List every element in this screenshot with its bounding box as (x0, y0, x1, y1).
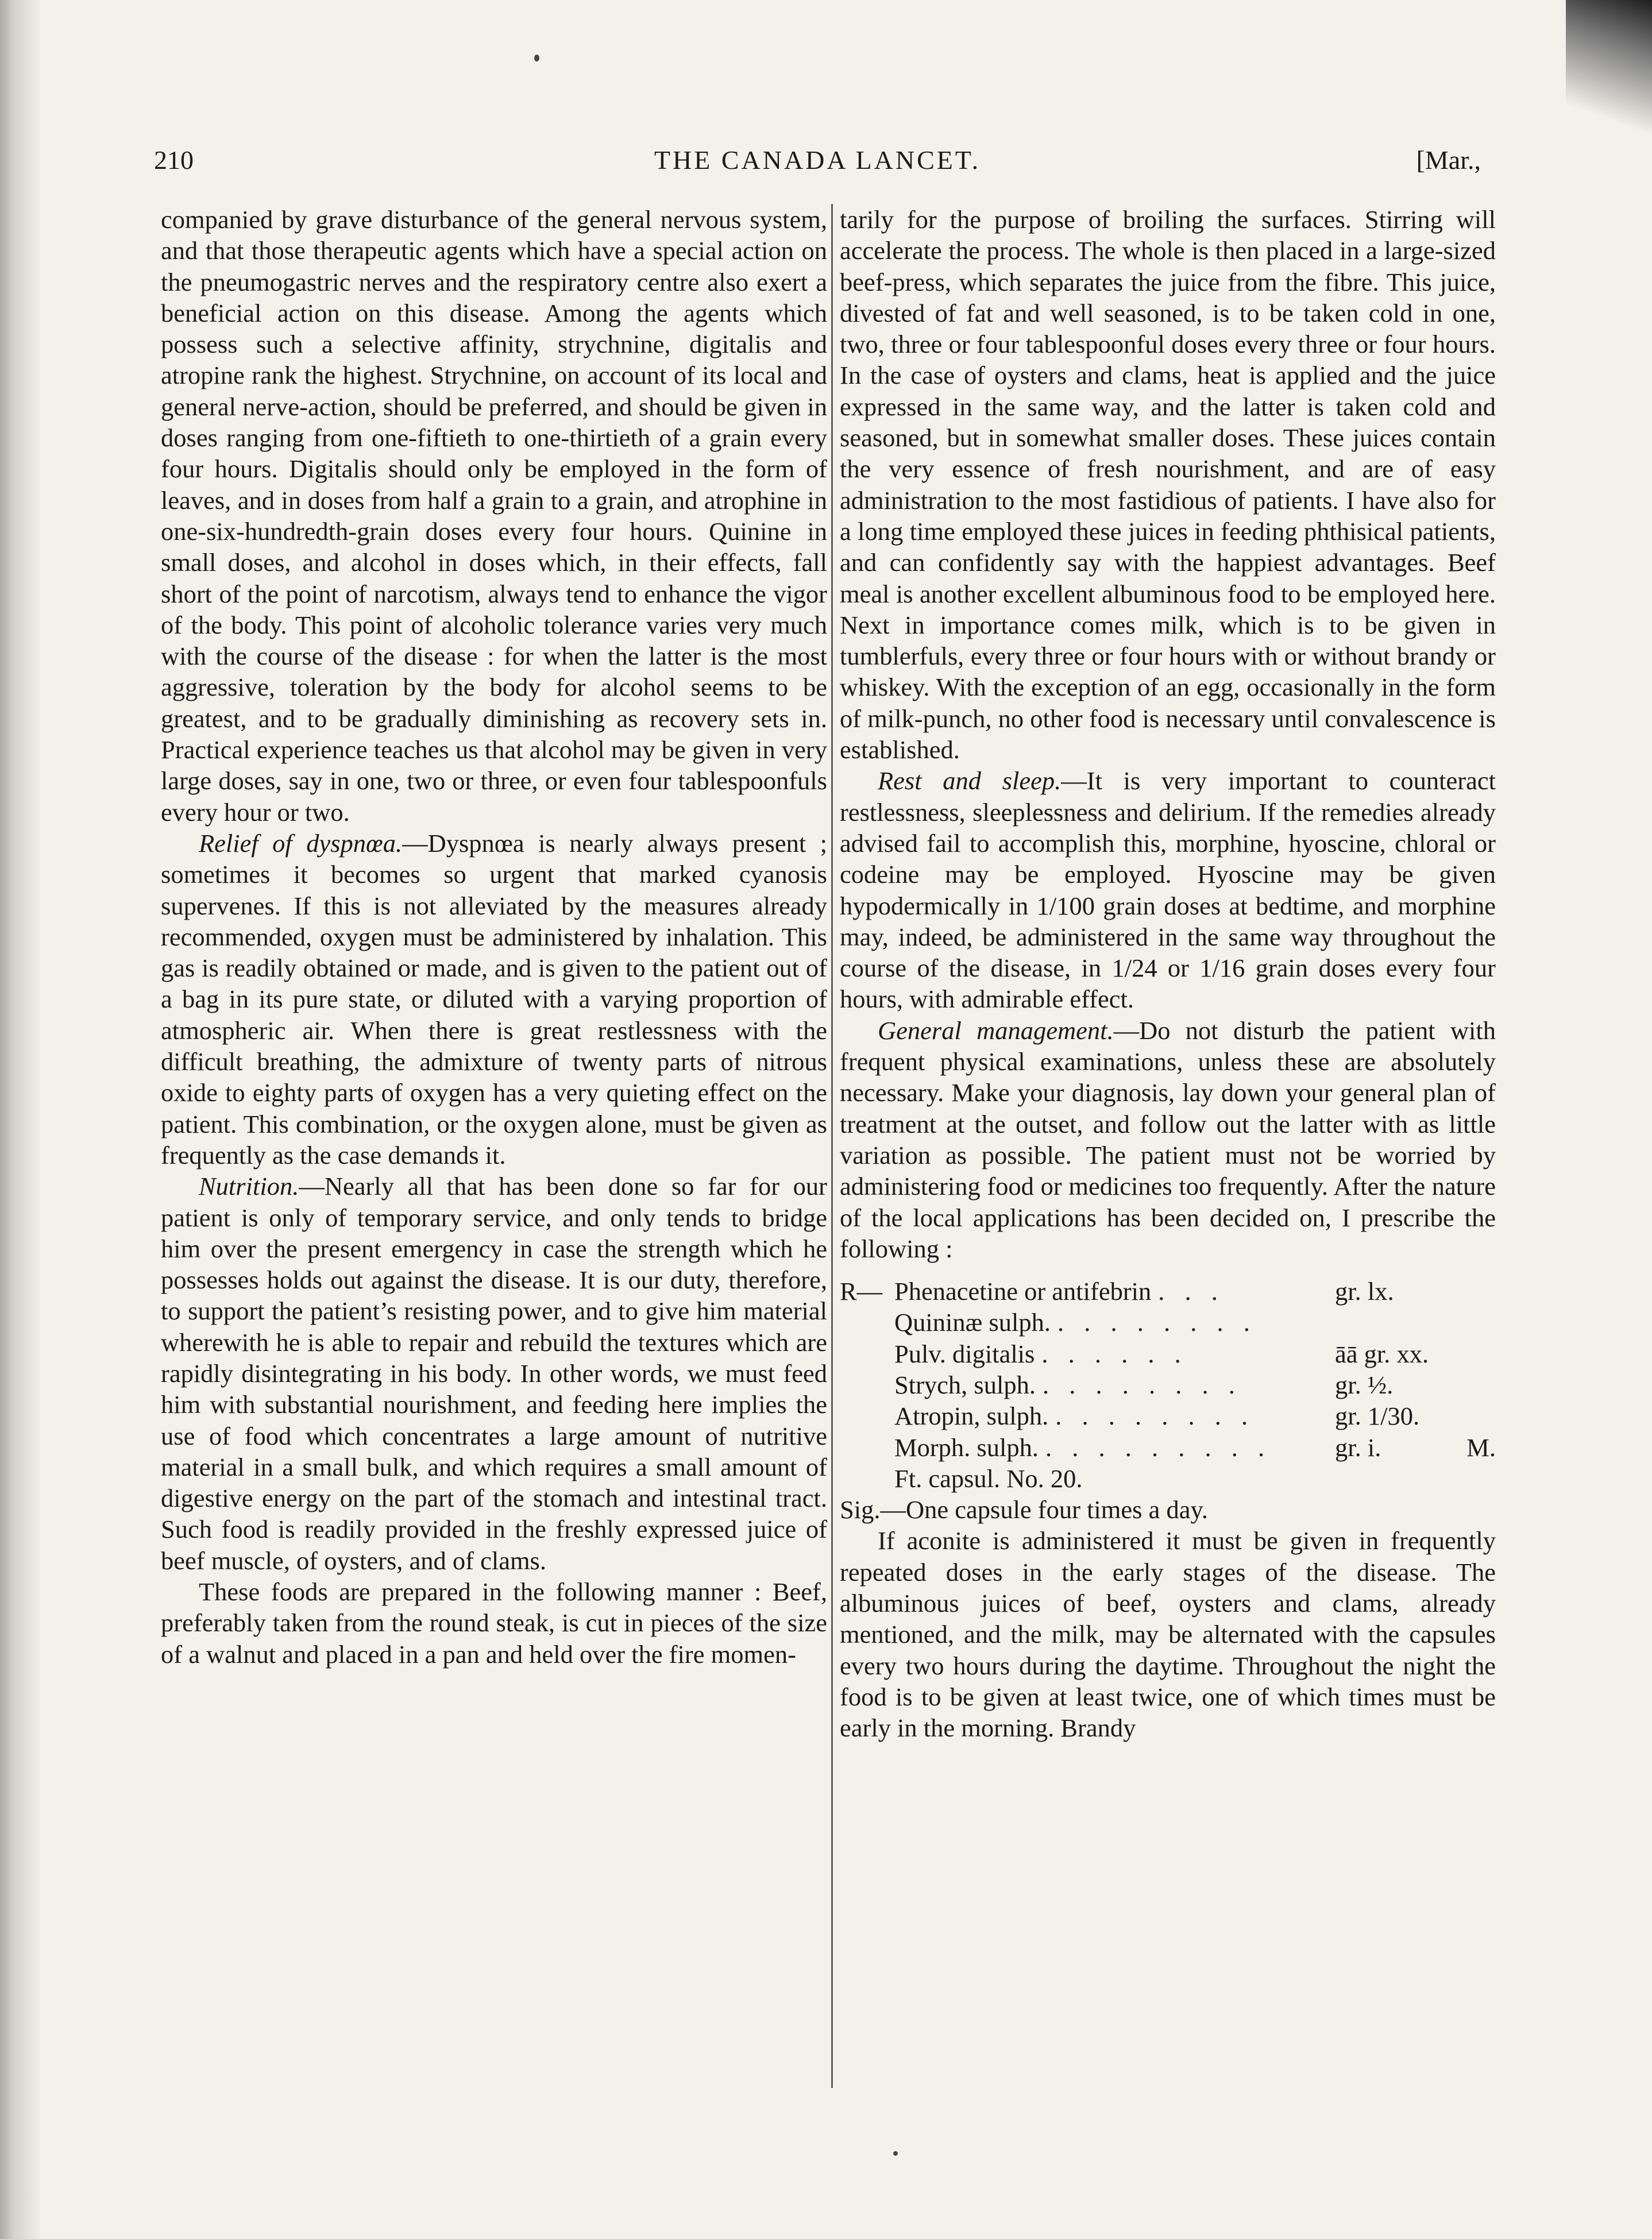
section-heading: Nutrition. (199, 1172, 299, 1201)
paragraph-rest-and-sleep (840, 765, 1496, 1014)
scan-speck (534, 55, 539, 61)
paragraph: These foods are prepared in the following manner : Beef, preferably taken from the round steak, is cut in pieces of the size of a walnut and placed in a pan and held over the fire momen- (161, 1577, 827, 1669)
paragraph-body: —Nearly all that has been done so far for our patient is only of temporary service, and only tends to bridge him over the present emergency in case the strength which he possesses holds out against the disease. It is our duty, therefore, to support the patient’s resisting power, and to give him material wherewith he is able to repair and rebuild the textures which are rapidly disintegrating in his body. In other words, we must feed him with substantial nourishment, and feeding here implies the use of food which concentrates a large amount of nutritive material in a small bulk, and which requires a small amount of digestive energy on the part of the stomach and intestinal tract. Such food is readily provided in the freshly expressed juice of beef muscle, of oysters, and of clams. (161, 1172, 827, 1575)
rx-leader-dots: . . . . . . . . (1055, 1402, 1255, 1431)
column-divider (831, 204, 833, 2088)
paragraph: tarily for the purpose of broiling the surfaces. Stirring will accelerate the process. The whole is then placed in a large-sized beef-press, which separates the juice from the fibre. This juice, divested of fat and well seasoned, is to be taken cold in one, two, three or four tablespoonful doses every three or four hours. In the case of oysters and clams, heat is applied and the juice expressed in the same way, and the latter is taken cold and seasoned, but in somewhat smaller doses. These juices contain the very essence of fresh nourishment, and are of easy administration to the most fastidious of patients. I have also for a long time employed these juices in feeding phthisical patients, and can confidently say with the happiest advantages. Beef meal is another excellent albuminous food to be employed here. Next in importance comes milk, which is to be given in tumblerfuls, every three or four hours with or without brandy or whiskey. With the exception of an egg, occasionally in the form of milk-punch, no other food is necessary until convalescence is established. (840, 205, 1496, 765)
prescription (840, 1276, 1496, 1494)
paragraph-body: —Dyspnœa is nearly always present ; sometimes it becomes so urgent that marked cyanosis supervenes. If this is not alleviated by the measures already recommended, oxygen must be administered by inhalation. This gas is readily obtained or made, and is given to the patient out of a bag in its pure state, or diluted with a varying proportion of atmospheric air. When there is great restlessness with the difficult breathing, the admixture of twenty parts of nitrous oxide to eighty parts of oxygen has a very quieting effect on the patient. This combination, or the oxygen alone, must be given as frequently as the case demands it. (161, 828, 827, 1169)
journal-title: THE CANADA LANCET. (654, 145, 981, 175)
paragraph-general-management (840, 1015, 1496, 1264)
issue-month: [Mar., (1416, 145, 1481, 175)
rx-drug: Strych, sulph. (894, 1370, 1036, 1399)
rx-leader-dots: . . . . . . . . (1043, 1370, 1242, 1399)
prescription-line (840, 1307, 1496, 1338)
prescription-line (840, 1338, 1496, 1369)
rx-drug: Pulv. digitalis (894, 1339, 1035, 1368)
paragraph-body: —Do not disturb the patient with frequent physical examinations, unless these are absolutely necessary. Make your diagnosis, lay down your general plan of treatment at the outset, and follow out the latter with as little variation as possible. The patient must not be worried by administering food or medicines too frequently. After the nature of the local applications has been decided on, I prescribe the following : (840, 1016, 1496, 1263)
rx-drug: Phenacetine or antifebrin (894, 1277, 1152, 1306)
paragraph-body: —It is very important to counteract restlessness, sleeplessness and delirium. If the remedies already advised fail to accomplish this, morphine, hyoscine, chloral or codeine may be employed. Hyoscine may be given hypodermically in 1/100 grain doses at bedtime, and morphine may, indeed, be administered in the same way throughout the course of the disease, in 1/24 or 1/16 grain doses every four hours, with admirable effect. (840, 766, 1496, 1014)
rx-dose: gr. lx. (1335, 1277, 1394, 1306)
rx-leader-dots: . . . . . . . . (1057, 1308, 1257, 1337)
rx-leader-dots: . . . . . . . . . (1045, 1433, 1272, 1462)
rx-dose: gr. ½. (1335, 1370, 1394, 1399)
rx-drug: Ft. capsul. No. 20. (894, 1464, 1083, 1493)
rx-dose: gr. i. (1335, 1433, 1381, 1462)
rx-dose: āā gr. xx. (1335, 1339, 1429, 1368)
page-number: 210 (154, 145, 194, 175)
paragraph-nutrition (161, 1171, 827, 1576)
section-heading: General management. (878, 1016, 1114, 1045)
prescription-line (840, 1276, 1496, 1307)
section-heading: Relief of dyspnœa. (199, 828, 403, 858)
scan-shadow-left (0, 0, 40, 2239)
left-column (161, 204, 827, 1670)
section-heading: Rest and sleep. (878, 766, 1062, 796)
rx-lead: R— (840, 1277, 883, 1306)
rx-leader-dots: . . . . . . (1041, 1339, 1188, 1368)
prescription-line (840, 1463, 1496, 1494)
right-column (840, 204, 1496, 1744)
rx-drug: Quininæ sulph. (894, 1308, 1051, 1337)
prescription-signature: Sig.—One capsule four times a day. (840, 1495, 1208, 1524)
scan-speck (893, 2151, 898, 2156)
prescription-line (840, 1432, 1496, 1463)
rx-mark: M. (1466, 1433, 1496, 1462)
prescription-line (840, 1369, 1496, 1400)
prescription-line (840, 1400, 1496, 1431)
rx-dose: gr. 1/30. (1335, 1402, 1420, 1431)
paragraph: If aconite is administered it must be given in frequently repeated doses in the early stages of the disease. The albuminous juices of beef, oysters and clams, already mentioned, and the milk, may be alternated with the capsules every two hours during the daytime. Throughout the night the food is to be given at least twice, one of which times must be early in the morning. Brandy (840, 1526, 1496, 1743)
rx-leader-dots: . . . (1158, 1277, 1225, 1306)
rx-drug: Morph. sulph. (894, 1433, 1039, 1462)
paragraph: companied by grave disturbance of the general nervous system, and that those therapeutic agents which have a special action on the pneumogastric nerves and the respiratory centre also exert a beneficial action on this disease. Among the agents which possess such a selective affinity, strychnine, digitalis and atropine rank the highest. Strychnine, on account of its local and general nerve-action, should be preferred, and should be given in doses ranging from one-fiftieth to one-thirtieth of a grain every four hours. Digitalis should only be employed in the form of leaves, and in doses from half a grain to a grain, and atrophine in one-six-hundredth-grain doses every four hours. Quinine in small doses, and alcohol in doses which, in their effects, fall short of the point of narcotism, always tend to enhance the vigor of the body. This point of alcoholic tolerance varies very much with the course of the disease : for when the latter is the most aggressive, toleration by the body for alcohol seems to be greatest, and to be gradually diminishing as recovery sets in. Practical experience teaches us that alcohol may be given in very large doses, say in one, two or three, or even four tablespoonfuls every hour or two. (161, 205, 827, 827)
rx-drug: Atropin, sulph. (894, 1402, 1049, 1431)
running-header (154, 137, 1481, 183)
scan-shadow-top-right (1566, 0, 1652, 149)
paragraph-relief-of-dyspnoea (161, 828, 827, 1171)
